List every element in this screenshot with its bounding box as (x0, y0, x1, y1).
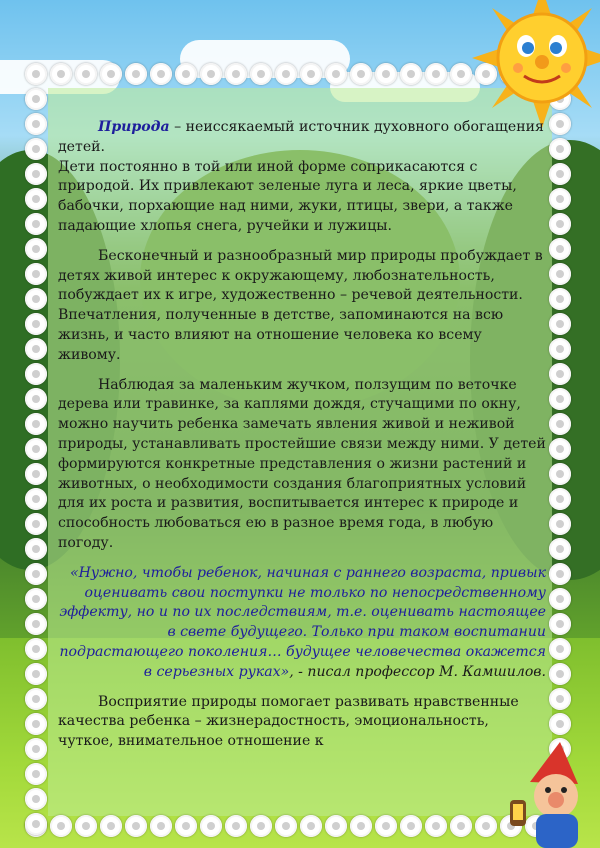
lace-dot (375, 815, 397, 837)
quote-author: , - писал профессор М. Камшилов. (289, 663, 546, 680)
lace-dot (75, 63, 97, 85)
lace-dot (549, 313, 571, 335)
lace-dot (549, 688, 571, 710)
lace-dot (25, 738, 47, 760)
lace-dot (375, 63, 397, 85)
lace-dot (275, 63, 297, 85)
keyword-priroda: Природа (98, 119, 170, 135)
lace-dot (25, 438, 47, 460)
lace-dot (549, 638, 571, 660)
article-text (58, 118, 546, 762)
lace-dot (425, 815, 447, 837)
lace-dot (549, 363, 571, 385)
lace-dot (549, 588, 571, 610)
lace-dot (549, 538, 571, 560)
lace-dot (25, 788, 47, 810)
quote-text: «Нужно, чтобы ребенок, начиная с раннего возраста, привык оценивать свои поступки не только по непосредственному эффекту, но и по их последствиям, т.е. оценивать настоящее в свете будущего. Только при таком воспитании подрастающего поколения… будущее человечества окажется в серьезных руках» (59, 564, 546, 680)
lace-dot (25, 213, 47, 235)
lace-dot (25, 588, 47, 610)
lace-dot (25, 188, 47, 210)
lace-dot (25, 463, 47, 485)
lace-dot (549, 438, 571, 460)
lace-dot (400, 815, 422, 837)
paragraph-1-rest: – неиссякаемый источник духовного обогащения детей. (58, 119, 544, 155)
lace-dot (175, 815, 197, 837)
lace-dot (549, 463, 571, 485)
lace-dot (75, 815, 97, 837)
lace-dot (50, 63, 72, 85)
lace-dot (549, 213, 571, 235)
lace-dot (549, 288, 571, 310)
lace-dot (225, 815, 247, 837)
lace-dot (25, 713, 47, 735)
lace-dot (100, 63, 122, 85)
lace-dot (400, 63, 422, 85)
lace-dot (300, 815, 322, 837)
lace-dot (549, 713, 571, 735)
lace-dot (25, 338, 47, 360)
lace-dot (175, 63, 197, 85)
lace-dot (25, 763, 47, 785)
lace-dot (25, 663, 47, 685)
lace-dot (125, 815, 147, 837)
paragraph-3: Наблюдая за маленьким жучком, ползущим по веточке дерева или травинке, за каплями дождя, стучащими по окну, можно научить ребенка замечать явления живой и неживой природы, устанавливать простейшие связи между ними. У детей формируются конкретные представления о жизни растений и животных, о необходимости создания благоприятных условий для их роста и развития, воспитывается интерес к природе и способность любоваться ею в разное время года, в любую погоду. (58, 376, 546, 551)
lace-dot (25, 138, 47, 160)
lace-dot (549, 388, 571, 410)
lace-dot (25, 313, 47, 335)
lace-dot (549, 513, 571, 535)
lace-dot (325, 63, 347, 85)
lace-dot (549, 663, 571, 685)
lace-dot (549, 188, 571, 210)
lace-dot (25, 513, 47, 535)
lace-dot (25, 488, 47, 510)
lace-dot (25, 363, 47, 385)
lace-dot (25, 288, 47, 310)
lace-dot (225, 63, 247, 85)
lace-dot (25, 63, 47, 85)
lace-dot (549, 413, 571, 435)
lace-dot (125, 63, 147, 85)
lace-dot (25, 413, 47, 435)
lace-dot (350, 63, 372, 85)
paragraph-2: Бесконечный и разнообразный мир природы пробуждает в детях живой интерес к окружающему, любознательность, побуждает их к игре, художественно – речевой деятельности. Впечатления, полученные в детстве, запоминаются на всю жизнь, и часто влияют на отношение человека ко всему живому. (58, 247, 543, 363)
lace-dot (275, 815, 297, 837)
sun-icon (472, 0, 600, 128)
lace-dot (475, 815, 497, 837)
lace-dot (450, 63, 472, 85)
lace-dot (25, 538, 47, 560)
paragraph-1 (58, 118, 546, 237)
lace-dot (549, 263, 571, 285)
lace-dot (425, 63, 447, 85)
quote-block (58, 564, 546, 683)
lace-dot (25, 263, 47, 285)
lace-dot (325, 815, 347, 837)
lace-dot (25, 88, 47, 110)
lace-dot (200, 815, 222, 837)
lace-dot (25, 613, 47, 635)
paragraph-4: Восприятие природы помогает развивать нравственные качества ребенка – жизнерадостность, эмоциональность, чуткое, внимательное отношение к (58, 693, 519, 750)
lace-dot (549, 138, 571, 160)
lace-dot (549, 238, 571, 260)
lace-dot (200, 63, 222, 85)
lace-dot (25, 238, 47, 260)
lace-dot (250, 63, 272, 85)
lace-dot (150, 63, 172, 85)
lace-dot (100, 815, 122, 837)
lace-dot (25, 688, 47, 710)
lace-dot (549, 488, 571, 510)
lace-dot (300, 63, 322, 85)
lace-dot (25, 163, 47, 185)
lace-dot (25, 638, 47, 660)
lace-dot (549, 338, 571, 360)
lace-dot (50, 815, 72, 837)
lace-dot (25, 113, 47, 135)
lace-dot (150, 815, 172, 837)
lace-dot (549, 613, 571, 635)
lace-dot (25, 563, 47, 585)
lace-dot (250, 815, 272, 837)
lace-dot (350, 815, 372, 837)
lace-dot (25, 813, 47, 835)
lace-dot (549, 563, 571, 585)
lace-dot (450, 815, 472, 837)
lace-dot (25, 388, 47, 410)
paragraph-1-body: Дети постоянно в той или иной форме соприкасаются с природой. Их привлекают зеленые луга и леса, яркие цветы, бабочки, порхающие над ними, жуки, птицы, звери, а также падающие хлопья снега, ручейки и лужицы. (58, 158, 517, 234)
lace-dot (549, 163, 571, 185)
